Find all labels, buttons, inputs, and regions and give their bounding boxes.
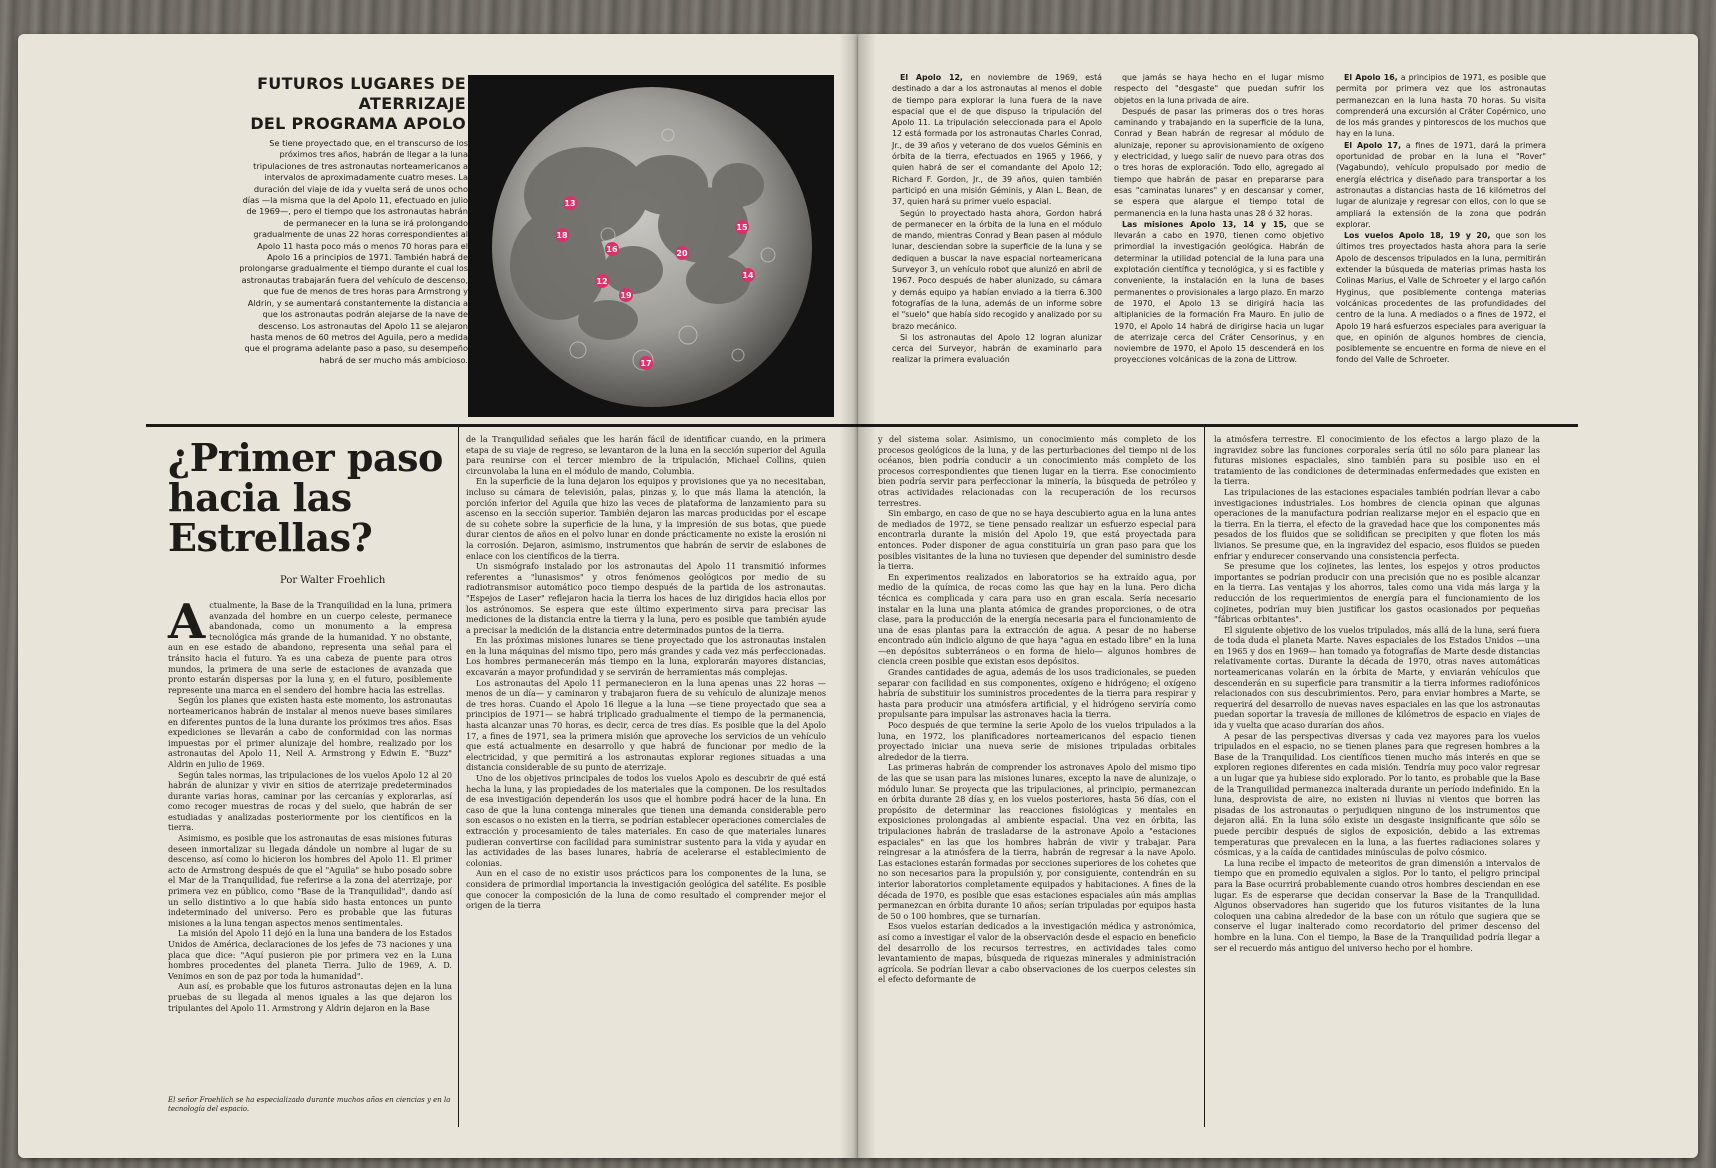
author-note: El señor Froehlich se ha especializado durante muchos años en ciencias y en la tecnología del espacio.	[168, 1096, 451, 1113]
dropcap: A	[168, 594, 206, 650]
headline-line3: Estrellas?	[168, 515, 373, 560]
landing-site-label: 15	[736, 223, 748, 232]
paragraph-text: que se llevarán a cabo en 1970, tienen como objetivo primordial la investigación geológica. Habrán de determinar la utilidad potencial de la luna para una explotación científica y tecnológica, y si es factible y conveniente, la instalación en la luna de bases permanentes o provisionales a largo plazo. En marzo de 1970, el Apolo 13 se dirigirá hacia las altiplanicies de la formación Fra Mauro. En julio de 1970, el Apolo 14 habrá de dirigirse hacia un lugar de aterrizaje cerca del Cráter Censorinus, y en noviembre de 1970, el Apolo 15 descenderá en los proyecciones volcánicas de la zona de Littrow.	[1114, 219, 1324, 365]
mission-lead: El Apolo 17,	[1344, 140, 1402, 150]
paragraph	[892, 332, 1102, 366]
paragraph-text: que son los últimos tres proyectados hasta ahora para la serie Apolo de descensos tripulados en la luna, permitirán extender la búsqueda de materias primas hasta los Colinas Marius, el Valle de Schroeter y el largo cañón Hyginus, que posiblemente contenga materias volcánicas procedentes de las profundidades del centro de la luna. A mediados o a fines de 1972, el Apolo 19 hará esfuerzos especiales para averiguar la que, en opinión de algunos hombres de ciencia, posiblemente se encuentre en forma de nieve en el fondo del Valle de Schroeter.	[1336, 231, 1546, 365]
landing-site-label: 18	[556, 231, 568, 240]
column-rule	[458, 427, 459, 1127]
byline: Por Walter Froehlich	[280, 575, 386, 586]
landing-site-label: 13	[564, 199, 576, 208]
feature-intro: Se tiene proyectado que, en el transcurso de los próximos tres años, habrán de llegar a la luna tripulaciones de tres astronautas norteamericanos a intervalos de aproximadamente cuatro meses. La duración del viaje de ida y vuelta será de unos ocho días —la misma que la del Apolo 11, efectuado en julio de 1969—, pero el tiempo que los astronautas habrán de permanecer en la luna se irá prolongando gradualmente de unas 22 horas correspondientes al Apolo 11 hasta poco más o menos 70 horas para el Apolo 16 a principios de 1971. También habrá de prolongarse gradualmente el tiempo durante el cual los astronautas trabajarán fuera del vehículo de descenso, que fue de menos de tres horas para Armstrong y Aldrin, y se aumentará constantemente la distancia a que los astronautas podrán alejarse de la nave de descenso. Los astronautas del Apolo 11 se alejaron hasta menos de 60 metros del Aguila, pero a medida que el programa adelante paso a paso, su desempeño habrá de ser mucho más ambicioso.	[239, 138, 468, 365]
mission-lead: El Apolo 12,	[900, 73, 963, 82]
section-divider	[858, 424, 1578, 427]
body-column-3	[878, 434, 1196, 985]
right-page	[858, 34, 1698, 1158]
paragraph: Uno de los objetivos principales de todos los vuelos Apolo es descubrir de qué está hecha la luna, y las propiedades de los materiales que la componen. De los resultados de esa investigación dependerán los usos que el hombre podrá hacer de la luna. En caso de que la luna contenga minerales que tienen una demanda considerable pero son escasos o no existen en la tierra, se podrían establecer operaciones comerciales de extracción y procesamiento de tales materiales. En caso de que materiales lunares pudieran convertirse con facilidad para suministrar sustento para la vida y ayudar en las actividades de las bases lunares, habría de acelerarse el establecimiento de colonias.	[466, 773, 826, 868]
headline-line1: ¿Primer paso	[168, 435, 443, 480]
paragraph	[892, 72, 1102, 208]
landing-site-label: 16	[606, 245, 618, 254]
paragraph	[168, 594, 452, 695]
paragraph: En experimentos realizados en laboratorios se ha extraído agua, por medio de la química, de rocas como las que hay en la luna. Pero dicha técnica es complicada y cara para uso en gran escala. Sería necesario instalar en la luna una planta atómica de grandes proporciones, o de otra clase, para la producción de la energía necesaria para el funcionamiento de una de esas plantas para la extracción de agua. A pesar de no haberse encontrado aún indicio alguno de que haya "agua en estado libre" en la luna —en depósitos subterráneos o en forma de hielo— algunos hombres de ciencia creen posible que existan esos depósitos.	[878, 571, 1196, 667]
section-divider	[146, 424, 858, 427]
paragraph: Según los planes que existen hasta este momento, los astronautas norteamericanos habrán de instalar al menos nueve bases similares en diferentes puntos de la luna durante los próximos tres años. Esas expediciones se llevarán a cabo de conformidad con las normas impuestas por el primer alunizaje del hombre, realizado por los astronautas del Apolo 11, Neil A. Armstrong y Edwin E. "Buzz" Aldrin en julio de 1969.	[168, 695, 452, 769]
mission-column-3	[1336, 72, 1546, 366]
paragraph	[1114, 72, 1324, 106]
paragraph	[1114, 106, 1324, 219]
paragraph	[1336, 72, 1546, 140]
feature-title	[148, 74, 466, 134]
body-column-2	[466, 434, 826, 911]
paragraph: El siguiente objetivo de los vuelos tripulados, más allá de la luna, será fuera de toda duda el planeta Marte. Naves espaciales de los Estados Unidos —una en 1965 y dos en 1969— han tomado ya fotografías de Marte desde distancias relativamente cortas. Durante la década de 1970, otras naves automáticas norteamericanas volarán en la órbita de Marte, y enviarán vehículos que descenderán en su superficie para transmitir a la tierra informes radiofónicos relacionados con sus descubrimientos. Pero, para enviar hombres a Marte, se requerirá del desarrollo de nuevas naves espaciales en las que los astronautas puedan soportar la travesía de millones de kilómetros de espacio en viajes de ida y vuelta que acaso durarían dos años.	[1214, 624, 1540, 731]
paragraph	[1114, 219, 1324, 366]
paragraph: Las primeras habrán de comprender los astronaves Apolo del mismo tipo de las que se usan para las misiones lunares, excepto la nave de alunizaje, o módulo lunar. Se proyecta que las tripulaciones, al principio, permanezcan en órbita durante 28 días y, en los vuelos posteriores, hasta 56 días, con el propósito de determinar las reacciones fisiológicas y mentales en exposiciones prolongadas al ambiente espacial. Una vez en órbita, las tripulaciones habrán de trasladarse de la astronave Apolo a "estaciones espaciales" en las que los hombres habrán de vivir y trabajar. Para reingresar a la atmósfera de la tierra, habrán de regresar a la nave Apolo. Las estaciones estarán formadas por secciones superiores de los cohetes que no son necesarios para la propulsión y, por consiguiente, contendrán en su interior laboratorios completamente equipados y habitaciones. A fines de la década de 1970, es posible que esas estaciones espaciales aún más amplias permanezcan en órbita durante 10 años; serían tripuladas por equipos hasta de 50 o 100 hombres, que se turnarían.	[878, 762, 1196, 921]
paragraph-text: en noviembre de 1969, está destinado a dar a los astronautas al menos el doble de tiempo para explorar la luna fuera de la nave espacial que el de que dispuso la tripulación del Apolo 11. La tripulación seleccionada para el Apolo 12 está formada por los astronautas Charles Conrad, Jr., de 39 años y veterano de dos vuelos Géminis en órbita de la tierra, efectuados en 1965 y 1966, y quien habrá de ser el comandante del Apolo 12; Richard F. Gordon, Jr., de 39 años, quien también participó en una misión Géminis, y Alan L. Bean, de 37, quien hará su primer vuelo espacial.	[892, 73, 1102, 207]
paragraph: de la Tranquilidad señales que les harán fácil de identificar cuando, en la primera etapa de su viaje de regreso, se levantaron de la luna en la sección superior del Aguila para reunirse con el tercer miembro de la tripulación, Michael Collins, quien circunvolaba la luna en el módulo de mando, Columbia.	[466, 434, 826, 476]
paragraph: Aun así, es probable que los futuros astronautas dejen en la luna pruebas de su llegada al menos iguales a las que dejaron los tripulantes del Apolo 11. Armstrong y Aldrin dejaron en la Base	[168, 981, 452, 1013]
paragraph-text: Según lo proyectado hasta ahora, Gordon habrá de permanecer en la órbita de la luna en el módulo de mando, mientras Conrad y Bean pasen al módulo lunar, desciendan sobre la superficie de la luna y se dediquen a buscar la nave espacial norteamericana Surveyor 3, un vehículo robot que alunizó en abril de 1967. Poco después de haber alunizado, su cámara y demás equipo ya habían enviado a la tierra 6.300 fotografías de la luna, además de un informe sobre el "suelo" que había sido recogido y analizado por su brazo mecánico.	[892, 208, 1102, 331]
headline-line2: hacia las	[168, 475, 352, 520]
paragraph: En las próximas misiones lunares se tiene proyectado que los astronautas instalen en la luna máquinas del mismo tipo, pero más grandes y cada vez más perfeccionadas. Los hombres permanecerán más tiempo en la luna, explorarán mayores distancias, excavarán a mayor profundidad y se servirán de herramientas más complejas.	[466, 635, 826, 678]
landing-site-label: 20	[676, 249, 688, 258]
paragraph-text: ctualmente, la Base de la Tranquilidad en la luna, primera avanzada del hombre en un cuerpo celeste, permanece abandonada, como un monumento a la empresa tecnológica más grande de la humanidad. Y no obstante, aun en ese estado de abandono, representa una señal para el tránsito hacia el futuro. Ya es una cabeza de puente para otros mundos, la primera de una serie de estaciones de avanzada que pronto estarán dispersas por la luna y, en el futuro, posiblemente represente una marca en el sendero del hombre hacia las estrellas.	[168, 600, 452, 695]
left-page	[18, 34, 858, 1158]
moon-map	[468, 75, 834, 417]
paragraph: En la superficie de la luna dejaron los equipos y provisiones que ya no necesitaban, incluso su cámara de televisión, palas, pinzas y, lo que más llama la atención, la porción inferior del Aguila que hizo las veces de plataforma de lanzamiento para su ascenso en la sección superior. También dejaron las marcas producidas por el escape de su cohete sobre la superficie de la luna, y la impresión de sus botas, que puede durar cientos de años en el polvo lunar en donde prácticamente no existe la erosión ni la corrosión. Dejaron, asimismo, instrumentos que habrán de servir de eslabones de enlace con los científicos de la tierra.	[466, 476, 826, 561]
paragraph: Un sismógrafo instalado por los astronautas del Apolo 11 transmitió informes referentes a "lunasismos" y otros fenómenos geológicos por medio de su radiotransmisor automático poco tiempo después de la partida de los astronautas. "Espejos de Laser" reflejaron hacia la tierra los haces de luz dirigidos hacia ellos por los astrónomos. Se espera que este último experimento sirva para precisar las mediciones de la distancia entre la tierra y la luna, pero es posible que también ayude a precisar la medición de la distancia entre determinados puntos de la tierra.	[466, 561, 826, 635]
feature-title-line2: DEL PROGRAMA APOLO	[250, 114, 466, 133]
paragraph: Los astronautas del Apolo 11 permanecieron en la luna apenas unas 22 horas —menos de un día— y caminaron y trabajaron fuera de su vehículo de alunizaje menos de tres horas. Cuando el Apolo 16 llegue a la luna —se tiene proyectado que sea a principios de 1971— se habrá triplicado gradualmente el tiempo de la permanencia, hasta alcanzar unas 70 horas, es decir, cerca de tres días. Es posible que la del Apolo 17, a fines de 1971, sea la primera misión que aproveche los servicios de un vehículo que está actualmente en desarrollo y que habrá de funcionar por medio de la electricidad, y que permitirá a los astronautas explorar regiones situadas a una distancia considerable de su punto de aterrizaje.	[466, 677, 826, 773]
paragraph: La misión del Apolo 11 dejó en la luna una bandera de los Estados Unidos de América, declaraciones de los jefes de 73 naciones y una placa que dice: "Aquí pusieron pie por primera vez en la Luna hombres procedentes del planeta Tierra. Julio de 1969, A. D. Venimos en son de paz por toda la humanidad".	[168, 928, 452, 981]
paragraph: A pesar de las perspectivas diversas y cada vez mayores para los vuelos tripulados en el espacio, no se tienen planes para que regresen hombres a la Base de la Tranquilidad. Los científicos tienen mucho más interés en que se exploren regiones diferentes en cada misión. Tendría muy poco valor regresar a un lugar que ya hubiese sido explorado. Por lo tanto, es probable que la Base de la Tranquilidad permanezca inalterada durante un período indefinido. En la luna, desprovista de aire, no existen ni lluvias ni vientos que borren las pisadas de los astronautas o perjudiquen ninguno de los instrumentos que dejaron allá. En la luna sólo existe un desgaste insignificante que sólo se puede percibir después de siglos de exposición, debido a las extremas temperaturas que prevalecen en la luna, a las fuertes radiaciones solares y cósmicas, y a la caída de cantidades minúsculas de polvo cósmico.	[1214, 730, 1540, 858]
paragraph	[1336, 140, 1546, 230]
body-column-4	[1214, 434, 1540, 953]
paragraph: Sin embargo, en caso de que no se haya descubierto agua en la luna antes de mediados de 1972, se tiene pensado realizar un esfuerzo especial para encontrarla durante la misión del Apolo 19, que está proyectada para entonces. Poder disponer de agua constituiría un gran paso para que los posibles visitantes de la luna no tuviesen que depender del suministro desde la tierra.	[878, 508, 1196, 572]
paragraph: Esos vuelos estarían dedicados a la investigación médica y astronómica, así como a investigar el valor de la observación desde el espacio en beneficio del desarrollo de los recursos terrestres, en actividades tales como levantamiento de mapas, búsqueda de riquezas minerales y administración agrícola. Se podrían llevar a cabo observaciones de los cuerpos celestes sin el efecto deformante de	[878, 921, 1196, 985]
paragraph: Según tales normas, las tripulaciones de los vuelos Apolo 12 al 20 habrán de alunizar y vivir en sitios de aterrizaje predeterminados durante varias horas, caminar por las cercanías y explorarlas, así como recoger muestras de rocas y del suelo, que habrán de ser estudiadas y analizadas posteriormente por los científicos en la tierra.	[168, 769, 452, 833]
body-column-1	[168, 594, 452, 1013]
paragraph: Grandes cantidades de agua, además de los usos tradicionales, se pueden separar con facilidad en sus componentes, oxígeno e hidrógeno; el oxígeno habría de substituir los suministros procedentes de la tierra para respirar y hasta para producir una atmósfera artificial, y el hidrógeno serviría como propulsante para impulsar las astronaves hacia la tierra.	[878, 667, 1196, 720]
paragraph-text: Después de pasar las primeras dos o tres horas caminando y trabajando en la superficie de la luna, Conrad y Bean habrán de regresar al módulo de alunizaje, reponer su aprovisionamiento de oxígeno y electricidad, y luego salir de nuevo para otras dos o tres horas de exploración. Todo ello, agregado al tiempo que habrán de pasar en prepararse para esas "caminatas lunares" y en descansar y comer, se espera que alargue el tiempo total de permanencia en la luna hasta unas 28 ó 32 horas.	[1114, 106, 1324, 218]
paragraph: y del sistema solar. Asimismo, un conocimiento más completo de los procesos geológicos de la luna, y de las perturbaciones del tiempo ni de los océanos, bien podría conducir a un conocimiento más completo de los procesos correspondientes que tienen lugar en la tierra. Ese conocimiento bien podría servir para perfeccionar la minería, la búsqueda de petróleo y otras actividades relacionadas con la recuperación de los recursos terrestres.	[878, 434, 1196, 508]
mission-lead: Los vuelos Apolo 18, 19 y 20,	[1344, 231, 1491, 241]
paragraph	[1336, 230, 1546, 366]
column-rule	[1204, 427, 1205, 1127]
magazine-spread	[18, 34, 1698, 1158]
paragraph: Asimismo, es posible que los astronautas de esas misiones futuras deseen inmortalizar su llegada dándole un nombre al lugar de su descenso, así como lo hicieron los hombres del Apolo 11. El primer acto de Armstrong después de que el "Aguila" se hubo posado sobre el Mar de la Tranquilidad, fue referirse a la zona del aterrizaje, por primera vez en público, como "Base de la Tranquilidad", dando así un sello distintivo a lo que había sido hasta entonces un punto indeterminado del universo. Pero es probable que las futuras misiones a la luna tengan aspectos menos sentimentales.	[168, 833, 452, 928]
mission-column-1	[892, 72, 1102, 366]
headline	[168, 435, 448, 560]
paragraph-text: Si los astronautas del Apolo 12 logran alunizar cerca del Surveyor, habrán de examinarlo para realizar la primera evaluación	[892, 332, 1102, 365]
landing-site-label: 19	[620, 291, 632, 300]
landing-site-label: 12	[596, 277, 608, 286]
mission-lead: Las misiones Apolo 13, 14 y 15,	[1122, 219, 1287, 229]
paragraph: Se presume que los cojinetes, las lentes, los espejos y otros productos importantes se podrían producir con una precisión que no es posible alcanzar en la tierra. Las ventajas y los ahorros, tales como una vida más larga y la reducción de los requerimientos de energía para el funcionamiento de los cojinetes, podrían muy bien justificar los gastos ocasionados por pequeñas "fábricas orbitantes".	[1214, 561, 1540, 625]
paragraph: la atmósfera terrestre. El conocimiento de los efectos a largo plazo de la ingravidez sobre las funciones corporales sería útil no sólo para planear las futuras misiones espaciales, sino también para su posible uso en el tratamiento de las condiciones de determinadas enfermedades que existen en la tierra.	[1214, 434, 1540, 487]
paragraph: Poco después de que termine la serie Apolo de los vuelos tripulados a la luna, en 1972, los planificadores norteamericanos del espacio tienen proyectado iniciar una nueva serie de misiones tripuladas orbitales alrededor de la tierra.	[878, 720, 1196, 762]
paragraph: Aun en el caso de no existir usos prácticos para los componentes de la luna, se considera de primordial importancia la investigación geológica del satélite. Es posible que conocer la composición de la luna de como resultado el comprender mejor el origen de la tierra	[466, 868, 826, 911]
paragraph	[892, 208, 1102, 332]
paragraph: La luna recibe el impacto de meteoritos de gran dimensión a intervalos de tiempo que en promedio equivalen a siglos. Por lo tanto, el peligro principal para la Base ocurrirá probablemente cuando otros hombres desciendan en ese lugar. Es de esperarse que decidan conservar la Base de la Tranquilidad. Algunos observadores han sugerido que los futuros visitantes de la luna coloquen una cabina alrededor de la base con un rótulo que sugiera que se conserve el lugar inalterado como recordatorio del primer descenso del hombre en la luna. Con el tiempo, la Base de la Tranquilidad podría llegar a ser el recuerdo más antiguo del universo hecho por el hombre.	[1214, 857, 1540, 953]
feature-title-line1: FUTUROS LUGARES DE ATERRIZAJE	[257, 74, 466, 113]
landing-site-label: 17	[640, 359, 652, 368]
paragraph: Las tripulaciones de las estaciones espaciales también podrían llevar a cabo investigaciones industriales. Los hombres de ciencia opinan que algunas operaciones de la manufactura podrían realizarse mejor en el espacio que en la tierra. En la tierra, el efecto de la gravedad hace que los componentes más pesados de los fluidos que se solidifican se precipiten y que floten los más livianos. Se presume que, en la ingravidez del espacio, esos fluidos se pueden enfriar y endurecer conservando una consistencia perfecta.	[1214, 486, 1540, 561]
paragraph-text: a principios de 1971, es posible que permita por primera vez que los astronautas permanezcan en la luna hasta 70 horas. Su visita comprenderá una excursión al Cráter Copérnico, uno de los más grandes y pintorescos de los muchos que hay en la luna.	[1336, 73, 1546, 139]
mission-lead: El Apolo 16,	[1344, 73, 1398, 82]
paragraph-text: que jamás se haya hecho en el lugar mismo respecto del "desgaste" que puedan sufrir los objetos en la luna privada de aire.	[1114, 73, 1324, 105]
mission-column-2	[1114, 72, 1324, 366]
landing-site-label: 14	[742, 271, 754, 280]
paragraph-text: a fines de 1971, dará la primera oportunidad de probar en la luna el "Rover" (Vagabundo), vehículo propulsado por medio de energía eléctrica y diseñado para transportar a los astronautas a distancias hasta de 16 kilómetros del lugar de alunizaje y regresar con ellos, con lo que se ampliará la extensión de la zona que podrán explorar.	[1336, 140, 1546, 229]
moon-photo	[468, 75, 834, 417]
